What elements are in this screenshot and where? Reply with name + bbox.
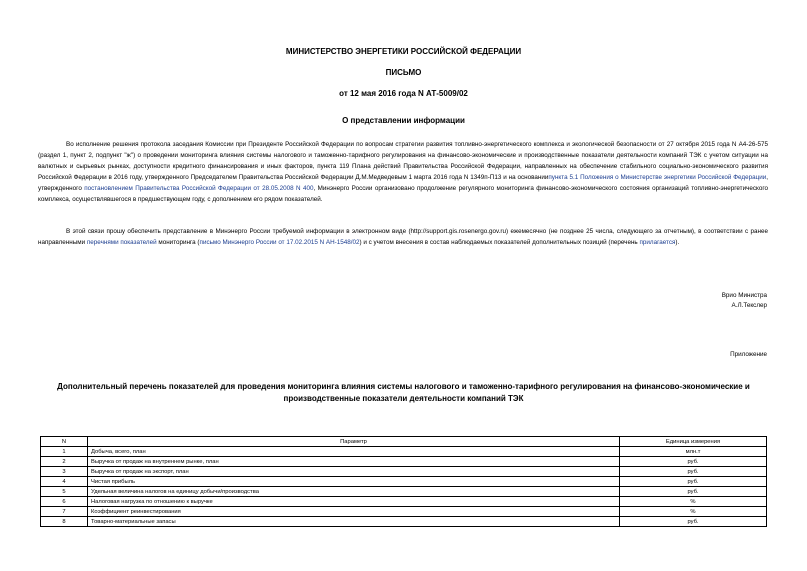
- header-number: N: [41, 437, 88, 447]
- paragraph-1: [38, 139, 768, 205]
- row-number: 1: [41, 447, 88, 457]
- document-date: от 12 мая 2016 года N АТ-5009/02: [339, 89, 468, 98]
- signatory-name: А.Л.Текслер: [731, 302, 767, 309]
- row-number: 8: [41, 517, 88, 527]
- appendix-label: Приложение: [730, 351, 767, 358]
- p2-text-b: мониторинга (: [158, 239, 200, 246]
- table-row: [41, 517, 767, 527]
- link-attached[interactable]: прилагается: [639, 239, 676, 246]
- link-ministry-letter[interactable]: письмо Минэнерго России от 17.02.2015 N АН-1548/02: [199, 239, 360, 246]
- appendix-title: Дополнительный перечень показателей для проведения мониторинга влияния системы налогового и таможенно-тарифного регулирования на финансово-экономические и производственные показатели деятельности компаний ТЭК: [57, 382, 750, 403]
- document-type: ПИСЬМО: [385, 68, 422, 77]
- link-indicator-lists[interactable]: перечнями показателей: [86, 239, 157, 246]
- row-number: 7: [41, 507, 88, 517]
- row-unit: руб.: [620, 517, 767, 527]
- link-regulation[interactable]: пункта 5.1 Положения о Министерстве энергетики Российской Федерации: [548, 174, 767, 181]
- p1-text-c: , Минэнерго России организовано продолжение регулярного мониторинга финансово-экономического состояния организаций топливно-энергетического комплекса, осуществлявшегося в предшествующем году, с дополнением его рядом показателей.: [38, 185, 769, 203]
- table-row: [41, 467, 767, 477]
- table-row: [41, 457, 767, 467]
- row-parameter: Выручка от продаж на внутреннем рынке, план: [88, 457, 620, 467]
- row-unit: руб.: [620, 467, 767, 477]
- row-parameter: Чистая прибыль: [88, 477, 620, 487]
- link-government-decree[interactable]: постановлением Правительства Российской Федерации от 28.05.2008 N 400: [84, 185, 314, 192]
- paragraph-2: [38, 226, 768, 248]
- table-row: [41, 447, 767, 457]
- row-parameter: Коэффициент реинвестирования: [88, 507, 620, 517]
- row-number: 6: [41, 497, 88, 507]
- table-row: [41, 487, 767, 497]
- row-unit: %: [620, 507, 767, 517]
- row-parameter: Налоговая нагрузка по отношению к выручке: [88, 497, 620, 507]
- row-parameter: Добыча, всего, план: [88, 447, 620, 457]
- row-number: 4: [41, 477, 88, 487]
- row-unit: руб.: [620, 477, 767, 487]
- signatory-title: Врио Министра: [721, 292, 767, 299]
- row-unit: млн.т: [620, 447, 767, 457]
- table-row: [41, 477, 767, 487]
- p2-text-d: ).: [675, 239, 680, 246]
- row-parameter: Выручка от продаж на экспорт, план: [88, 467, 620, 477]
- row-number: 2: [41, 457, 88, 467]
- document-subject: О представлении информации: [342, 116, 465, 125]
- row-unit: %: [620, 497, 767, 507]
- p1-text-b: , утвержденного: [38, 174, 768, 192]
- p1-text-a: Во исполнение решения протокола заседания Комиссии при Президенте Российской Федерации по вопросам стратегии развития топливно-энергетического комплекса и экологической безопасности от 27 октября 2015 года N А4-26-575 (раздел 1, пункт 2, подпункт "ж") о проведении мониторинга влияния системы налогового и таможенно-тарифного регулирования на финансово-экономические и производственные показатели деятельности компаний ТЭК с учетом ситуации на валютных и сырьевых рынках, доступности кредитного финансирования и иных факторов, пункта 119 Плана действий Правительства Российской Федерации, направленных на обеспечение стабильного социально-экономического развития Российской Федерации в 2016 году, утвержденного Председателем Правительства Российской Федерации Д.М.Медведевым 1 марта 2016 года N 1349п-П13 и на основании: [38, 141, 768, 181]
- ministry-title: МИНИСТЕРСТВО ЭНЕРГЕТИКИ РОССИЙСКОЙ ФЕДЕРАЦИИ: [285, 47, 522, 56]
- table-header-row: [41, 437, 767, 447]
- p2-text-c: ) и с учетом внесения в состав наблюдаемых показателей дополнительных позиций (перечень: [359, 239, 638, 246]
- p2-text-a: В этой связи прошу обеспечить представление в Минэнерго России требуемой информации в электронном виде (http://support.gis.rosenergo.gov.ru) ежемесячно (не позднее 25 числа, следующего за отчетным), в соответствии с ранее направленными: [38, 228, 768, 246]
- row-parameter: Товарно-материальные запасы: [88, 517, 620, 527]
- row-number: 5: [41, 487, 88, 497]
- header-parameter: Параметр: [88, 437, 620, 447]
- indicators-table: [40, 436, 767, 527]
- row-number: 3: [41, 467, 88, 477]
- row-unit: руб.: [620, 457, 767, 467]
- row-parameter: Удельная величина налогов на единицу добычи/производства: [88, 487, 620, 497]
- header-unit: Единица измерения: [620, 437, 767, 447]
- table-row: [41, 507, 767, 517]
- row-unit: руб.: [620, 487, 767, 497]
- table-row: [41, 497, 767, 507]
